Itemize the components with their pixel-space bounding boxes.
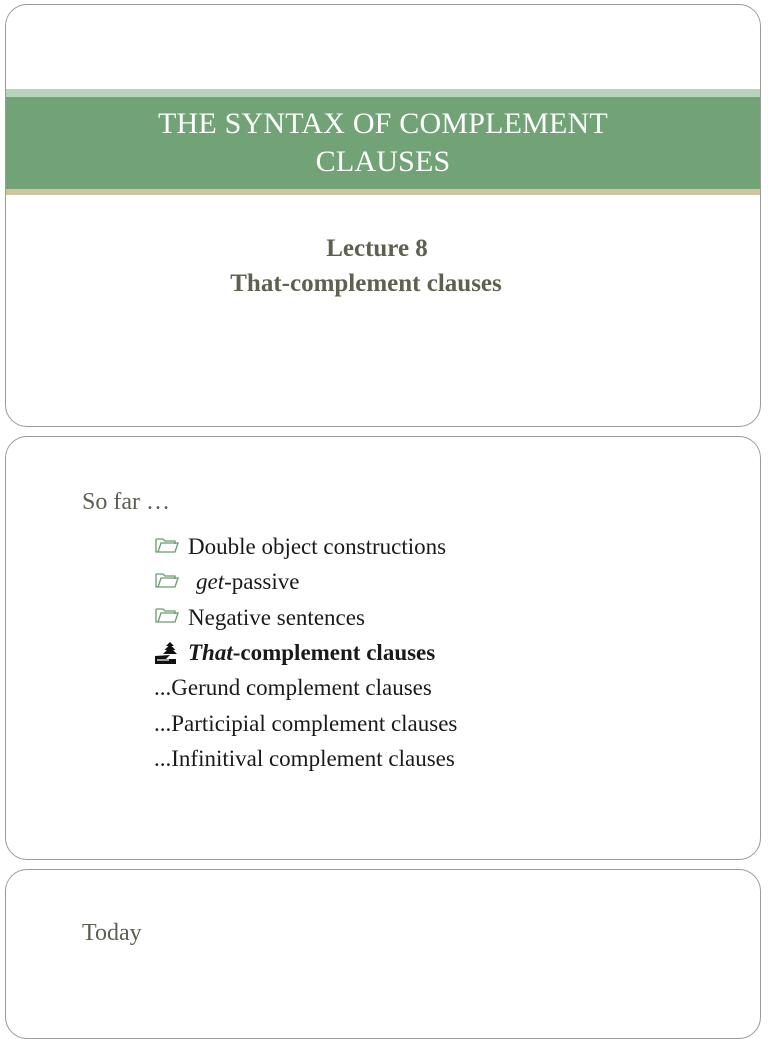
list-item-text: Double object constructions [188, 534, 447, 560]
pointer-icon [154, 641, 182, 661]
list-item-text: Participial complement clauses [171, 710, 458, 736]
list-item [154, 600, 457, 635]
title-band-top-stripe [6, 89, 760, 97]
slide-heading: Today [82, 920, 142, 946]
slide-title-line-2: CLAUSES [315, 145, 451, 178]
list-item [154, 564, 457, 599]
folder-icon [154, 570, 182, 590]
list-item-text: -passive [224, 569, 300, 595]
list-item-italic: get [196, 569, 225, 595]
list-item-prefix: ... [154, 675, 172, 701]
slide-today [5, 869, 761, 1039]
list-item-text: -complement clauses [232, 640, 436, 666]
lecture-number: Lecture 8 [326, 235, 428, 262]
slide-so-far [5, 436, 761, 860]
list-item-text: Gerund complement clauses [171, 675, 432, 701]
slide-heading: So far … [82, 489, 170, 515]
slide-title-line-1: THE SYNTAX OF COMPLEMENT [158, 107, 608, 140]
list-item-prefix: ... [154, 710, 172, 736]
topic-list [154, 529, 457, 776]
lecture-topic: That-complement clauses [230, 270, 502, 297]
list-item [154, 529, 457, 564]
list-item [154, 705, 457, 740]
list-item-current [154, 635, 457, 670]
list-item-text: Negative sentences [188, 604, 365, 630]
list-item-italic: That [188, 640, 233, 666]
folder-icon [154, 535, 182, 555]
title-band-bottom-stripe [6, 189, 760, 195]
list-item-prefix: ... [154, 745, 172, 771]
list-item [154, 741, 457, 776]
slide-title [5, 4, 761, 427]
list-item [154, 670, 457, 705]
list-item-text: Infinitival complement clauses [171, 745, 455, 771]
title-band [6, 97, 760, 189]
folder-icon [154, 605, 182, 625]
